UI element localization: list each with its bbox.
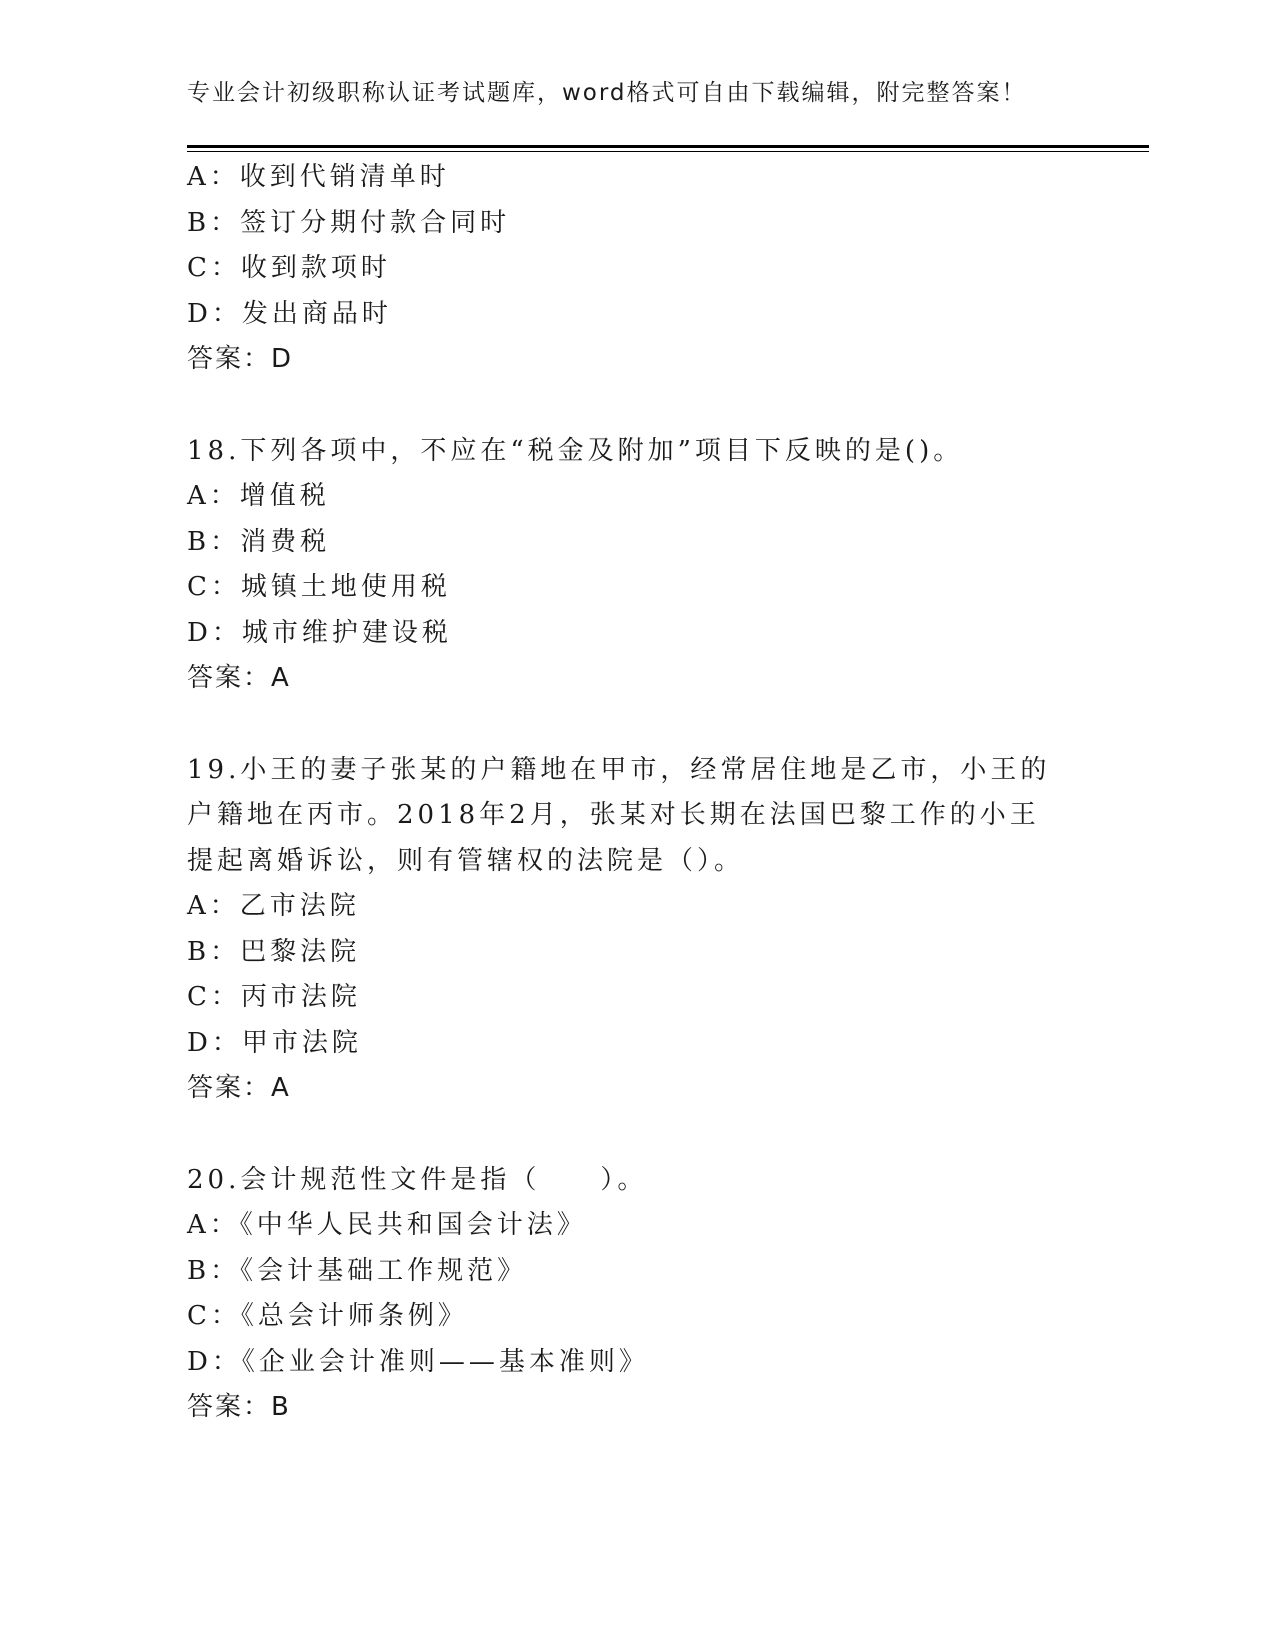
question-content bbox=[187, 155, 1087, 1431]
option-b: B：消费税 bbox=[187, 526, 331, 557]
question-17 bbox=[187, 155, 1087, 383]
option-c: C：城镇土地使用税 bbox=[187, 572, 451, 602]
option-d: D：城市维护建设税 bbox=[187, 617, 452, 648]
option-a: A：收到代销清单时 bbox=[187, 162, 450, 192]
option-d: D：《企业会计准则——基本准则》 bbox=[187, 1346, 649, 1377]
option-b: B：巴黎法院 bbox=[187, 936, 361, 967]
question-stem: 20.会计规范性文件是指（ ）。 bbox=[187, 1164, 648, 1195]
option-c: C：《总会计师条例》 bbox=[187, 1301, 468, 1331]
spacer bbox=[187, 1112, 1087, 1158]
option-a: A：乙市法院 bbox=[187, 891, 360, 921]
spacer bbox=[187, 383, 1087, 429]
spacer bbox=[187, 702, 1087, 748]
question-18 bbox=[187, 429, 1087, 702]
option-b: B：签订分期付款合同时 bbox=[187, 207, 511, 238]
option-c: C：丙市法院 bbox=[187, 982, 361, 1012]
answer: 答案：D bbox=[187, 344, 294, 374]
question-stem: 18.下列各项中，不应在“税金及附加”项目下反映的是()。 bbox=[187, 435, 964, 466]
option-d: D：甲市法院 bbox=[187, 1027, 362, 1058]
answer: 答案：A bbox=[187, 663, 291, 693]
answer: 答案：A bbox=[187, 1073, 291, 1103]
option-a: A：《中华人民共和国会计法》 bbox=[187, 1210, 587, 1240]
option-b: B：《会计基础工作规范》 bbox=[187, 1255, 528, 1286]
option-c: C：收到款项时 bbox=[187, 253, 391, 283]
page-header: 专业会计初级职称认证考试题库，word格式可自由下载编辑，附完整答案！ bbox=[187, 80, 1027, 106]
header-rule-thin bbox=[187, 151, 1149, 152]
question-stem: 19.小王的妻子张某的户籍地在甲市，经常居住地是乙市，小王的户籍地在丙市。2018年2月，张某对长期在法国巴黎工作的小王提起离婚诉讼，则有管辖权的法院是（）。 bbox=[187, 754, 1051, 876]
answer: 答案：B bbox=[187, 1392, 291, 1422]
question-19 bbox=[187, 748, 1087, 1112]
question-20 bbox=[187, 1158, 1087, 1431]
option-a: A：增值税 bbox=[187, 481, 330, 511]
option-d: D：发出商品时 bbox=[187, 298, 392, 329]
header-rule-thick bbox=[187, 145, 1149, 148]
